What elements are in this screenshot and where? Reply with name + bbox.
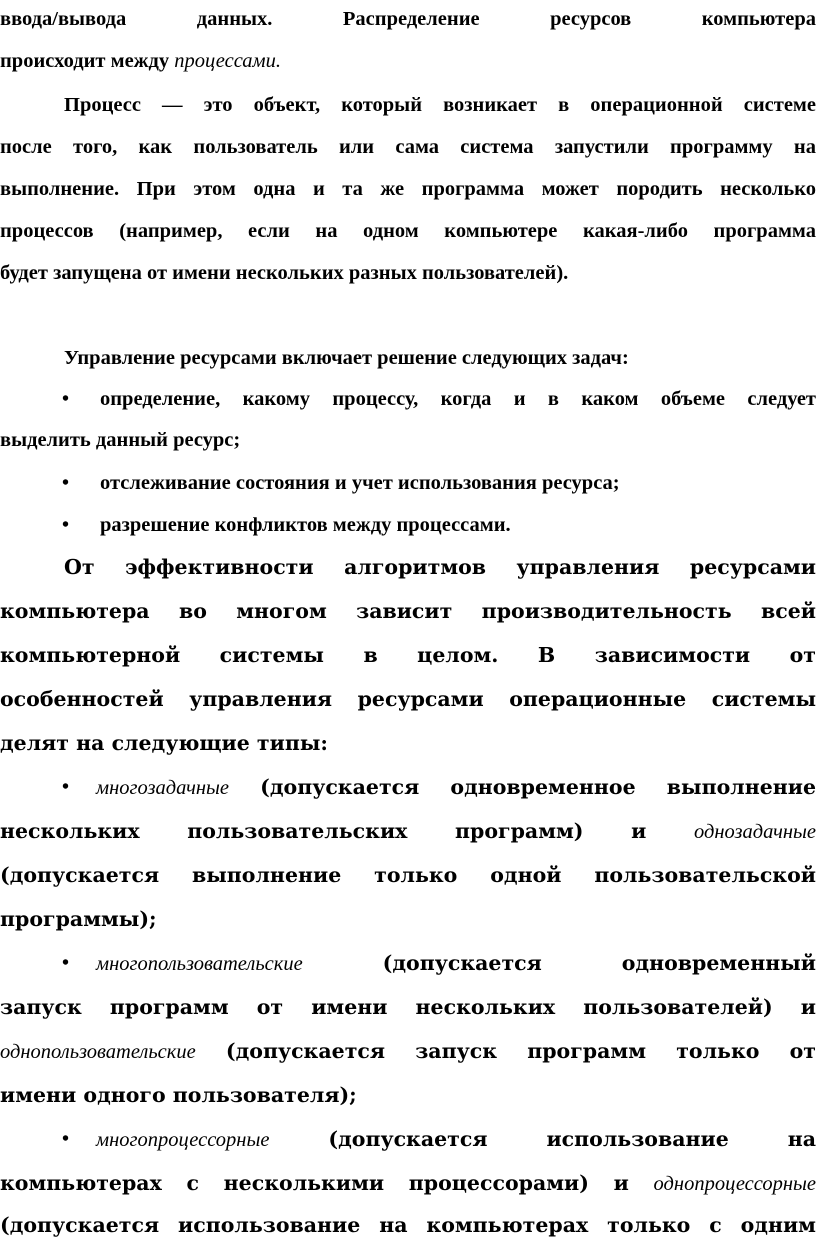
para2-line4: процессов (например, если на одном компьютере какая-либо программа [0, 220, 816, 242]
type2-line2: запуск программ от имени нескольких пользователей) и [0, 995, 816, 1019]
bullet-icon: • [62, 1128, 70, 1150]
para2-line5: будет запущена от имени нескольких разных пользователей). [0, 262, 569, 284]
para3-line5: делят на следующие типы: [0, 731, 328, 755]
type1-line3: (допускается выполнение только одной пользовательской [0, 863, 816, 887]
para2-line3: выполнение. При этом одна и та же программа может породить несколько [0, 178, 816, 200]
para2-line1: Процесс — это объект, который возникает в операционной системе [64, 94, 816, 116]
type1-line1-text: (допускается одновременное выполнение [229, 775, 816, 799]
task-item-1-line1: определение, какому процессу, когда и в каком объеме следует [100, 388, 816, 410]
para3-line3: компьютерной системы в целом. В зависимости от [0, 643, 816, 667]
type3-line1-text: (допускается использование на [269, 1127, 816, 1151]
type2-line3-text: (допускается запуск программ только от [195, 1039, 816, 1063]
para1-line2 [0, 51, 816, 72]
type3-line3: (допускается использование на компьютерах только с одним [0, 1213, 816, 1237]
task-item-1-line2: выделить данный ресурс; [0, 429, 241, 451]
type3-line2-text: компьютерах с несколькими процессорами) и [0, 1171, 654, 1195]
bullet-icon: • [62, 388, 70, 410]
type2-term-alt: однопользовательские [0, 1041, 196, 1063]
bullet-icon: • [62, 472, 70, 494]
type1-line2 [0, 821, 816, 843]
bullet-icon: • [62, 952, 70, 974]
type1-line2-text: нескольких пользовательских программ) и [0, 819, 694, 843]
type3-line1 [0, 1129, 816, 1151]
tasks-heading: Управление ресурсами включает решение следующих задач: [64, 347, 629, 369]
para2-line2: после того, как пользователь или сама система запустили программу на [0, 136, 816, 158]
type2-line3 [0, 1041, 816, 1063]
bullet-icon: • [62, 776, 70, 798]
type1-term: многозадачные [96, 777, 230, 799]
type3-term-alt: однопроцессорные [653, 1173, 816, 1195]
type2-line4: имени одного пользователя); [0, 1083, 357, 1107]
type2-line1 [0, 953, 816, 975]
type1-term-alt: однозадачные [693, 821, 816, 843]
para3-line1: От эффективности алгоритмов управления ресурсами [64, 555, 816, 579]
task-item-2: отслеживание состояния и учет использования ресурса; [100, 472, 620, 494]
para3-line4: особенностей управления ресурсами операционные системы [0, 687, 816, 711]
type3-line2 [0, 1173, 816, 1195]
type3-term: многопроцессорные [96, 1129, 270, 1151]
type2-term: многопользовательские [96, 953, 303, 975]
para1-line2-text: происходит между [0, 50, 175, 72]
type1-line4: программы); [0, 907, 157, 931]
bullet-icon: • [62, 514, 70, 536]
para1-italic-term: процессами. [174, 50, 281, 72]
para3-line2: компьютера во многом зависит производительность всей [0, 599, 816, 623]
type2-line1-text: (допускается одновременный [302, 951, 816, 975]
para1-line1: ввода/вывода данных. Распределение ресурсов компьютера [0, 8, 816, 30]
task-item-3: разрешение конфликтов между процессами. [100, 514, 511, 536]
type1-line1 [0, 777, 816, 799]
